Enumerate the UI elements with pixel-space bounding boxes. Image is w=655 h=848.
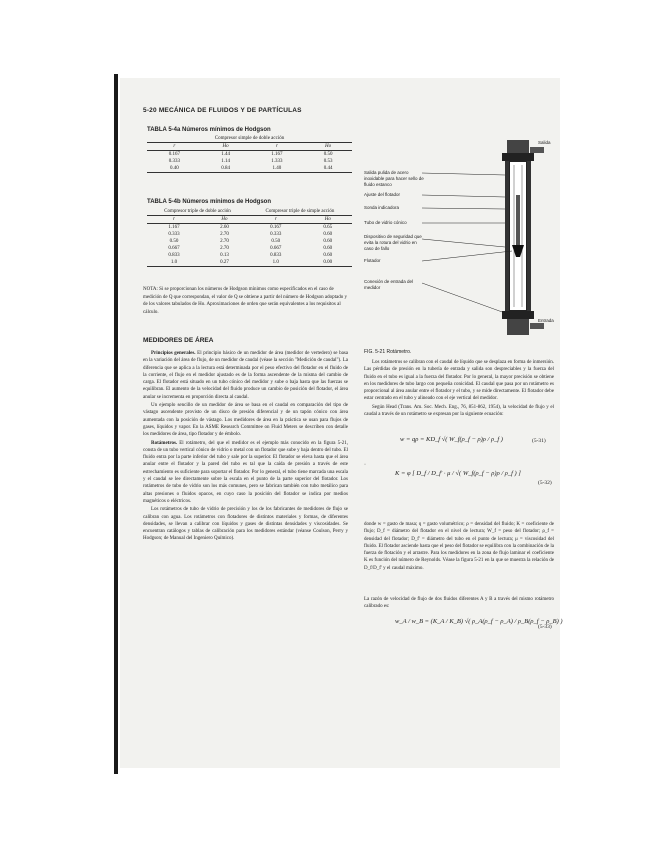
paragraph — [143, 350, 348, 401]
table-a — [147, 135, 352, 173]
table-header-cell: r — [147, 143, 202, 151]
table-row — [147, 252, 352, 259]
table-cell: 0.13 — [220, 253, 229, 258]
table-cell: 0.00 — [304, 259, 352, 267]
table-cell: 0.667 — [168, 246, 180, 251]
paragraph-text: Los rotámetros de tubo de vidrio de precisión y los de los fabricantes de medidores de flujo se calibran con agua. Los rotámetros con flotadores de distintos materiales y formas, de diferentes densidades, se llevan a calibrar con líquidos y gases de distintas densidades y viscosidades. Se encuentran catálogos y tablas de calibración para los medidores estándar (véanse Coulson, Perry y Hodgson; de Manual del Ingeniero Químico). — [143, 507, 348, 542]
figure-label-outlet: Salida — [538, 140, 551, 145]
table-cell: 1.0 — [248, 259, 304, 267]
figure-callout: Salida pulida de acero inoxidable para hacer sello de fluido estanco — [364, 170, 424, 187]
table-b-header-row — [147, 216, 352, 224]
equation-5-33: w_A / w_B = (K_A / K_B) √( ρ_A(ρ_f − ρ_A) / ρ_B(ρ_f − ρ_B) ) — [395, 618, 563, 625]
table-cell: 0.833 — [168, 253, 180, 258]
table-cell: 0.667 — [270, 246, 282, 251]
table-b — [147, 208, 352, 267]
figure-callout: Ajuste del flotador — [364, 192, 401, 197]
table-cell: 0.60 — [323, 246, 333, 251]
table-cell: 1.40 — [249, 165, 304, 173]
table-header-cell: Ho — [202, 143, 250, 151]
table-cell: 1.44 — [221, 152, 230, 157]
table-cell: 0.60 — [323, 232, 333, 237]
rotameter-drawing — [422, 140, 544, 335]
table-row — [147, 238, 352, 245]
figure-caption: FIG. 5-21 Rotámetro. — [364, 349, 412, 355]
table-a-header-row — [147, 143, 352, 151]
paragraph — [143, 506, 348, 542]
table-cell: 0.60 — [323, 253, 333, 258]
table-a-group-header: Compresor simple de doble acción — [147, 135, 352, 143]
running-head: 5-20 MECÁNICA DE FLUIDOS Y DE PARTÍCULAS — [143, 107, 302, 114]
table-cell: 0.50 — [169, 239, 179, 244]
figure-label-inlet: Entrada — [538, 318, 554, 323]
table-cell: 0.167 — [270, 225, 282, 230]
table-row — [147, 158, 352, 165]
table-row — [147, 151, 352, 159]
right-column-definitions: donde w = gasto de masa; q = gasto volumétrico; ρ = densidad del fluido; K = coeficiente de flujo; D_f = diámetro del flotador en el nivel de lectura; W_f = peso del flotador; ρ_f = densidad del flotador; D_f' = diámetro del tubo en el punto de lectura; μ = viscosidad del fluido. El flotador asciende hasta que el peso del flotador se equilibra con la combinación de la fuerza de flotación y el arrastre. Para los medidores en la zona de flujo laminar el coeficiente K es función del número de Reynolds. Véase la figura 5-21 en la que se muestra la relación de D_f/D_f' y el caudal máximo. — [364, 522, 554, 571]
right-column-final: La razón de velocidad de flujo de dos fluidos diferentes A y B a través del mismo rotámetro calibrado es: — [364, 597, 554, 610]
table-cell: 0.65 — [323, 225, 333, 230]
table-cell: 0.333 — [168, 232, 180, 237]
paragraph-text: El principio básico de un medidor de área (medidor de vertedero) se basa en la variación del área de flujo, de un medidor de caudal (véase la sección "Medición de caudal"). La diferencia que se aplica a la lectura está determinada por el peso efectivo del flotador en el fluido de la corriente, el flujo en el medidor ajustado es de la forma ascendente de la misma del cambio de carga. El flotador está situado en un tubo cónico del medidor y sube o baja hasta que las fuerzas se equilibran. El aumento de la velocidad del fluido produce un cambio de posición del flotador, el área anular se incrementa en proporción directa al caudal. — [143, 351, 348, 400]
table-note: NOTA: Si se proporcionan los números de Hodgson mínimos como especificados en el caso de medición de Q que correspondan, el valor de Q se obtiene a partir del número de Hodgson adoptado y de los valores tabulados de Ho. Aproximaciones de orden que serán equivalentes a los requisitos al cálculo. — [143, 287, 347, 315]
page-edge-shadow — [114, 74, 118, 774]
paragraph: Los rotámetros se calibran con el caudal de líquido que se desplaza en forma de inmersión. Las pérdidas de presión en la tubería de entrada y salida son despreciables y la fuerza del fluido en el tubo es igual a la fuerza del flotador. Por lo general, la mayor precisión se obtiene en los medidores de tubo largo con pequeña conicidad. El caudal que pasa por un rotámetro es proporcional al área anular entre el flotador y el tubo, y se mide directamente. El flotador debe estar centrado en el tubo y alineado con el eje vertical del medidor. — [364, 360, 554, 402]
margin-mark: · — [364, 462, 366, 468]
table-b-group-header-left: Compresor triple de doble acción — [147, 208, 248, 216]
table-cell: 0.60 — [323, 239, 333, 244]
table-cell: 2.70 — [220, 246, 229, 251]
figure-callout: Dispositivo de seguridad que evita la rotura del vidrio en caso de fallo — [364, 234, 422, 251]
right-column-text — [364, 359, 554, 419]
table-b-group-header-right: Compresor triple de simple acción — [248, 208, 352, 216]
table-row — [147, 165, 352, 173]
table-header-cell: Ho — [201, 216, 248, 224]
table-cell: 0.44 — [304, 165, 352, 173]
paragraph-lead: Principios generales. — [151, 351, 196, 356]
paragraph — [143, 402, 348, 438]
table-header-cell: r — [249, 143, 304, 151]
paragraph-lead: Rotámetros. — [151, 440, 178, 446]
table-header-cell: Ho — [304, 143, 352, 151]
equation-5-32-number: (5-32) — [538, 480, 552, 486]
table-header-cell: Ho — [304, 216, 352, 224]
table-row — [147, 245, 352, 252]
table-b-title: TABLA 5-4b Números mínimos de Hodgson — [147, 199, 272, 205]
table-cell: 0.40 — [147, 165, 202, 173]
figure-callout: Tubo de vidrio cónico — [364, 220, 407, 225]
table-cell: 0.833 — [270, 253, 282, 258]
table-row — [147, 224, 352, 232]
table-cell: 1.0 — [147, 259, 201, 267]
table-header-cell: r — [248, 216, 304, 224]
table-cell: 0.50 — [271, 239, 281, 244]
figure-callout: Sonda indicadora — [364, 205, 400, 210]
table-cell: 0.27 — [201, 259, 248, 267]
table-cell: 0.333 — [270, 232, 282, 237]
table-cell: 0.333 — [168, 159, 181, 164]
table-cell: 2.70 — [220, 232, 229, 237]
paragraph-text: El rotámetro, del que el medidor es el ejemplo más conocido en la figura 5-21, consta de un tubo vertical cónico de vidrio o metal con un flotador que sube y baja dentro del tubo. El fluido entra por la parte inferior del tubo y sale por la superior. El flotador se eleva hasta que el área anular entre el flotador y la pared del tubo es tal que la caída de presión a través de este estrechamiento es suficiente para soportar el flotador. Por lo general, el tubo tiene marcada una escala y el caudal se lee directamente sobre la escala en el punto de la parte superior del flotador. Los rotámetros de tubo de vidrio son los más comunes, pero se fabrican también con tubo metálico para altas presiones o fluidos opacos, en cuyo caso la posición del flotador se indica por medios magnéticos o eléctricos. — [143, 440, 348, 504]
section-title: MEDIDORES DE ÁREA — [143, 337, 214, 344]
table-cell: 0.84 — [202, 165, 250, 173]
table-cell: 0.53 — [323, 159, 333, 164]
paragraph: Según Head (Trans. Am. Soc. Mech. Eng., 76, 851-862, 1954), la velocidad de flujo y el caudal a través de un rotámetro se expresan por la siguiente ecuación: — [364, 404, 554, 418]
table-row — [147, 231, 352, 238]
figure-callout: Conexión de entrada del medidor — [364, 279, 414, 290]
table-header-cell: r — [147, 216, 201, 224]
equation-5-33-number: (5-33) — [538, 624, 552, 630]
figure-callout: Flotador — [364, 258, 381, 263]
table-cell: 1.167 — [271, 152, 283, 157]
equation-5-32: K = φ [ D_f / D_f' · μ / √( W_f(ρ_f − ρ)ρ / ρ_f ) ] — [395, 470, 521, 477]
table-cell: 0.50 — [323, 152, 333, 157]
paragraph — [143, 440, 348, 506]
table-cell: 1.14 — [221, 159, 230, 164]
table-cell: 2.60 — [220, 225, 229, 230]
equation-5-31: w = qρ = KD_f √( W_f(ρ_f − ρ)ρ / ρ_f ) — [400, 436, 503, 443]
paragraph-text: Un ejemplo sencillo de un medidor de área se basa en el caudal en comparación del tipo de vástago ascendente provisto de un disco de presión diferencial y de un tapón cónico con área aumentada con la posición de vástago. Los medidores de área en la práctica se usan para flujos de gases, líquidos y vapor. En la ASME Research Committee on Fluid Meters se describen con detalle los medidores de área, tipo flotador y de émbolo. — [143, 403, 348, 438]
left-column-text — [143, 350, 348, 544]
table-cell: 1.167 — [168, 225, 180, 230]
table-a-title: TABLA 5-4a Números mínimos de Hodgson — [147, 127, 271, 133]
table-cell: 1.333 — [271, 159, 283, 164]
table-cell: 2.70 — [220, 239, 229, 244]
equation-5-31-number: (5-31) — [532, 438, 546, 444]
table-row — [147, 259, 352, 267]
table-cell: 0.167 — [168, 152, 181, 157]
